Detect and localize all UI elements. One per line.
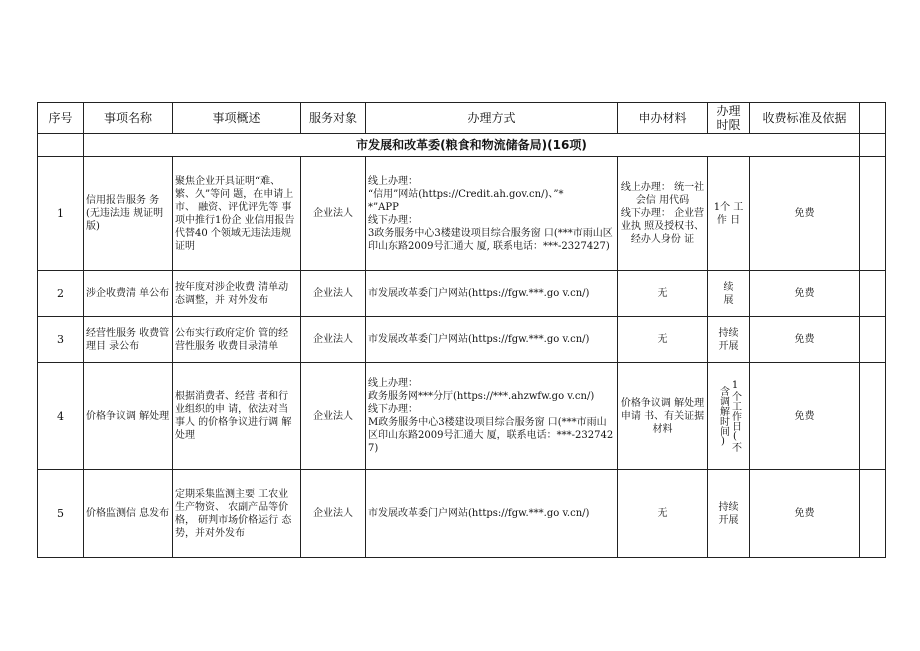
row-method: 线上办理： 政务服务网***分厅(https://***.ahzwfw.go v.cn/) 线下办理： M政务服务中心3楼建设项目综合服务窗 口(***市雨山区印山东路2009号汇通大 厦，联系电话：***-2327427) [366, 363, 618, 470]
row-method: 市发展改革委门户网站(https://fgw.***.go v.cn/) [366, 470, 618, 558]
row-name: 价格争议调 解处理 [84, 363, 173, 470]
row-fee: 免费 [750, 157, 860, 271]
row-time: 持续 开展 [708, 470, 750, 558]
row-materials: 价格争议调 解处理申请 书、有关证据 材料 [618, 363, 708, 470]
row-desc: 按年度对涉企收费 清单动态调整，并 对外发布 [173, 271, 301, 317]
row-target: 企业法人 [301, 317, 366, 363]
table-row [38, 363, 886, 470]
table-row [38, 317, 886, 363]
table-row [38, 271, 886, 317]
section-title: 市发展和改革委(粮食和物流储备局)(16项) [84, 134, 860, 157]
row-fee: 免费 [750, 363, 860, 470]
row-target: 企业法人 [301, 363, 366, 470]
header-row [38, 103, 886, 134]
header-fee: 收费标准及依据 [750, 103, 860, 134]
service-items-table [37, 102, 886, 558]
header-name: 事项名称 [84, 103, 173, 134]
row-seq: 4 [38, 363, 84, 470]
table-row [38, 470, 886, 558]
row-name: 经营性服务 收费管理目 录公布 [84, 317, 173, 363]
row-method: 线上办理： “信用”网站(https://Credit.ah.gov.cn/)、”* *”APP 线下办理： 3政务服务中心3楼建设项目综合服务窗 口(***市雨山区印山东路2009号汇通大 厦, 联系电话：***-2327427) [366, 157, 618, 271]
row-name: 价格监测信 息发布 [84, 470, 173, 558]
row-materials: 线上办理： 统一社会信 用代码 线下办理： 企业营业执 照及授权书、经办人身份 证 [618, 157, 708, 271]
row-method: 市发展改革委门户网站(https://fgw.***.go v.cn/) [366, 317, 618, 363]
table-row [38, 157, 886, 271]
row-empty [860, 470, 886, 558]
header-method: 办理方式 [366, 103, 618, 134]
row-materials: 无 [618, 271, 708, 317]
row-desc: 定期采集监测主要 工农业生产物资、 农副产品等价格， 研判市场价格运行 态势，并对外发布 [173, 470, 301, 558]
row-seq: 1 [38, 157, 84, 271]
row-time: 持续 开展 [708, 317, 750, 363]
row-desc: 根据消费者、经营 者和行业组织的申 请，依法对当事人 的价格争议进行调 解处理 [173, 363, 301, 470]
section-blank [38, 134, 84, 157]
header-target: 服务对象 [301, 103, 366, 134]
row-fee: 免费 [750, 271, 860, 317]
header-empty [860, 103, 886, 134]
row-seq: 5 [38, 470, 84, 558]
row-name: 涉企收费清 单公布 [84, 271, 173, 317]
row-empty [860, 363, 886, 470]
row-seq: 3 [38, 317, 84, 363]
row-fee: 免费 [750, 470, 860, 558]
row-name: 信用报告服务 务(无违法违 规证明版) [84, 157, 173, 271]
row-time: 续 展 [708, 271, 750, 317]
row-empty [860, 271, 886, 317]
row-target: 企业法人 [301, 470, 366, 558]
row-empty [860, 157, 886, 271]
row-method: 市发展改革委门户网站(https://fgw.***.go v.cn/) [366, 271, 618, 317]
row-empty [860, 317, 886, 363]
row-time: 1个 工作 日 [708, 157, 750, 271]
row-materials: 无 [618, 470, 708, 558]
row-time-cell [708, 363, 750, 470]
section-row [38, 134, 886, 157]
row-desc: 公布实行政府定价 管的经营性服务 收费目录清单 [173, 317, 301, 363]
header-materials: 申办材料 [618, 103, 708, 134]
header-seq: 序号 [38, 103, 84, 134]
row-time: 1个工作日(不含调解时间) [717, 380, 741, 452]
section-empty [860, 134, 886, 157]
header-time: 办理 时限 [708, 103, 750, 134]
header-desc: 事项概述 [173, 103, 301, 134]
row-target: 企业法人 [301, 271, 366, 317]
row-target: 企业法人 [301, 157, 366, 271]
row-desc: 聚焦企业开具证明“难、繁、久”等问 题，在申请上市、 融资、评优评先等 事项中推行1份企 业信用报告代替40 个领域无违法违规证明 [173, 157, 301, 271]
row-fee: 免费 [750, 317, 860, 363]
row-materials: 无 [618, 317, 708, 363]
row-seq: 2 [38, 271, 84, 317]
